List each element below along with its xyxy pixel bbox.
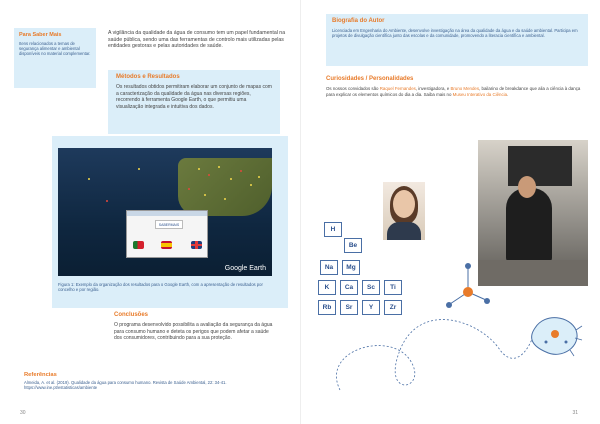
portugal-flag-icon[interactable]	[133, 241, 144, 249]
curiosities-text-part: .	[507, 91, 509, 97]
map-marker	[198, 168, 200, 170]
map-marker	[230, 178, 232, 180]
conclusions-panel	[108, 312, 280, 362]
element-tile: Zr	[384, 300, 402, 315]
element-tile: Ca	[340, 280, 358, 295]
map-marker	[218, 166, 220, 168]
element-tile: Y	[362, 300, 380, 315]
spain-flag-icon[interactable]	[161, 241, 172, 249]
popup-titlebar	[127, 211, 207, 216]
map-marker	[106, 200, 108, 202]
curiosities-text	[326, 86, 588, 97]
sidebox-text: Itens relacionados a temas de segurança alimentar e ambiental disponíveis no material complementar.	[19, 41, 91, 56]
element-tile: Sr	[340, 300, 358, 315]
references	[24, 372, 280, 391]
figure-caption: Figura 1: Exemplo da organização dos resultados para o Google Earth, com a apresentação de resultados por concelho e por região.	[58, 282, 263, 293]
element-tile: Mg	[342, 260, 360, 275]
map-marker	[240, 170, 242, 172]
map-marker	[88, 178, 90, 180]
decorative-doodles	[300, 200, 600, 410]
dancer-background-banner	[508, 146, 572, 186]
map-marker	[250, 184, 252, 186]
methods-text: Os resultados obtidos permitiram elaborar um conjunto de mapas com a caracterização da qualidade da água nas diversas regiões, recorrendo à ferramenta Google Earth, o que permitiu uma visualização integrada e intuitiva dos dados.	[116, 84, 272, 110]
museum-link[interactable]: Museu Interativo da Ciência	[452, 91, 508, 97]
references-title: Referências	[24, 372, 57, 378]
info-sidebox	[14, 28, 96, 88]
google-earth-map	[58, 148, 272, 276]
conclusions-text: O programa desenvolvido possibilita a avaliação da segurança da água para consumo humano e deteta os perigos que podem afetar a saúde dos consumidores, contribuindo para a sua proteção.	[114, 322, 273, 341]
curiosities-text-part: , bailarino de breakdance que alia a ciência à dança para explicar os elementos químicos do dia a dia. Saiba mais no	[326, 86, 581, 97]
guest-name-1[interactable]: Raquel Fernandes	[379, 86, 416, 91]
intro-paragraph: A vigilância da qualidade da água de consumo tem um papel fundamental na saúde pública, sendo uma das ferramentas de controlo mais utilizadas pelas entidades gestoras e pelas autoridades de saúde.	[108, 30, 286, 50]
bio-panel	[326, 14, 588, 66]
methods-panel	[108, 70, 280, 134]
map-marker	[204, 194, 206, 196]
molecule-icon	[446, 263, 490, 308]
bio-title: Biografia do Autor	[332, 18, 385, 24]
element-tile: Sc	[362, 280, 380, 295]
curiosities-text-part: , investigadora, e	[415, 86, 451, 91]
conclusions-title: Conclusões	[114, 312, 149, 318]
language-popup[interactable]	[126, 210, 208, 258]
google-earth-watermark: Google Earth	[224, 265, 266, 272]
map-marker	[258, 176, 260, 178]
map-marker	[224, 198, 226, 200]
methods-title: Métodos e Resultados	[116, 74, 180, 80]
page-number-right: 31	[572, 410, 578, 416]
curiosities-section	[326, 76, 588, 97]
dancer-head	[518, 176, 536, 198]
element-tile: Rb	[318, 300, 336, 315]
sidebox-title: Para Saber Mais	[19, 32, 62, 38]
microbe-icon	[532, 318, 582, 356]
element-tile: Na	[320, 260, 338, 275]
page-number-left: 30	[20, 410, 26, 416]
element-tile: Be	[344, 238, 362, 253]
popup-logo: SABERMAIS	[155, 220, 183, 229]
map-marker	[188, 188, 190, 190]
element-tile: H	[324, 222, 342, 237]
element-tile: Ti	[384, 280, 402, 295]
guest-name-2[interactable]: Bruno Mendes	[450, 86, 480, 91]
reference-link[interactable]: https://www.ine.pt/estatisticas/ambiente	[24, 385, 98, 391]
map-marker	[138, 168, 140, 170]
uk-flag-icon[interactable]	[191, 241, 202, 249]
bio-text: Licenciada em Engenharia do Ambiente, desenvolve investigação na área da qualidade da água e da saúde ambiental. Participa em projetos de divulgação científica junto das escolas e da comunidade, promovendo a literacia científica e ambiental.	[332, 28, 578, 39]
element-tile: K	[318, 280, 336, 295]
looping-dashed-path	[336, 320, 535, 390]
land-mass	[178, 158, 272, 216]
map-marker	[208, 174, 210, 176]
curiosities-title: Curiosidades / Personalidades	[326, 76, 414, 82]
curiosities-text-part: Os nossos convidados são	[326, 86, 380, 91]
reference-item: Almeida, A. et al. (2019). Qualidade da água para consumo humano. Revista de Saúde Ambiental, 22: 34-41.	[24, 380, 227, 385]
